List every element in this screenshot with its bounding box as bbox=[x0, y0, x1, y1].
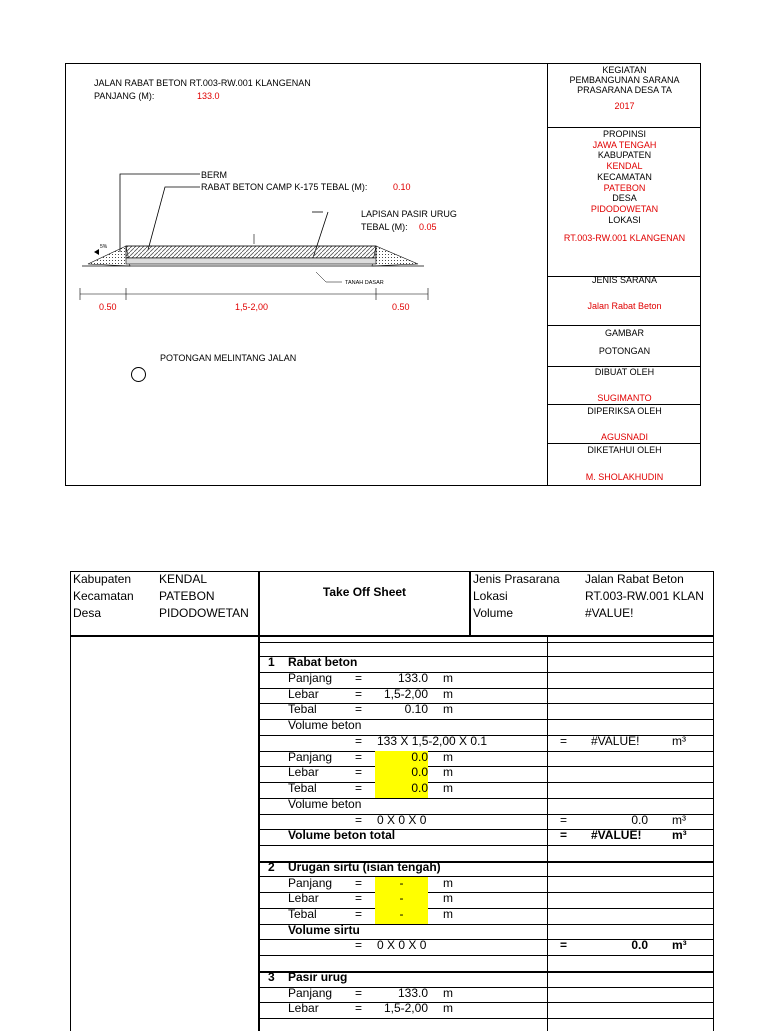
tanah-dasar-label: TANAH DASAR bbox=[345, 280, 384, 286]
desa-value: PIDODOWETAN bbox=[159, 606, 249, 620]
formula-1: 133 X 1,5-2,00 X 0.1 bbox=[377, 734, 488, 748]
unit-m: m bbox=[443, 750, 453, 764]
lebar-input[interactable]: - bbox=[399, 891, 404, 905]
gambar-label: GAMBAR bbox=[604, 328, 644, 338]
berm-label: BERM bbox=[201, 170, 228, 180]
unit-m3: m³ bbox=[672, 938, 687, 952]
lebar-label: Lebar bbox=[288, 765, 319, 779]
lokasi-label: Lokasi bbox=[473, 589, 508, 603]
lokasi-value: RT.003-RW.001 KLANGENAN bbox=[563, 233, 686, 244]
volume-beton-label: Volume beton bbox=[288, 797, 362, 811]
jenis-value: Jalan Rabat Beton bbox=[585, 572, 684, 586]
panjang-label: Panjang bbox=[288, 876, 333, 890]
lebar-label: Lebar bbox=[288, 687, 319, 701]
unit-m: m bbox=[443, 891, 453, 905]
jenis-value: Jalan Rabat Beton bbox=[587, 301, 662, 311]
lokasi-label: LOKASI bbox=[608, 214, 641, 225]
diperiksa-value: AGUSNADI bbox=[600, 432, 648, 442]
kecamatan-label: Kecamatan bbox=[73, 589, 134, 603]
lebar-value: 1,5-2,00 bbox=[383, 687, 428, 701]
lebar-input[interactable]: 0.0 bbox=[411, 765, 428, 779]
eq: = bbox=[355, 986, 363, 1000]
s3-title: Pasir urug bbox=[288, 970, 348, 984]
tebal-value: 0.10 bbox=[404, 702, 428, 716]
tebal-input[interactable]: 0.0 bbox=[411, 781, 428, 795]
unit-m: m bbox=[443, 765, 453, 779]
section-title: POTONGAN MELINTANG JALAN bbox=[160, 353, 297, 363]
eq: = bbox=[355, 907, 363, 921]
s1-title: Rabat beton bbox=[288, 655, 358, 669]
unit-m: m bbox=[443, 876, 453, 890]
unit-m: m bbox=[443, 907, 453, 921]
sheet-title: Take Off Sheet bbox=[322, 585, 407, 599]
kegiatan-label: KEGIATAN bbox=[602, 65, 647, 75]
dibuat-label: DIBUAT OLEH bbox=[594, 367, 655, 377]
diperiksa-label: DIPERIKSA OLEH bbox=[587, 406, 662, 416]
gambar-value: POTONGAN bbox=[598, 346, 651, 356]
tebal-value: 0.05 bbox=[419, 222, 437, 232]
kabupaten-value: KENDAL bbox=[606, 161, 643, 172]
eq: = bbox=[560, 813, 568, 827]
eq: = bbox=[355, 734, 363, 748]
value-error: #VALUE! bbox=[591, 734, 640, 748]
dim-left: 0.50 bbox=[99, 302, 117, 312]
jenis-label: JENIS SARANA bbox=[591, 275, 658, 285]
panjang-label: Panjang bbox=[288, 750, 333, 764]
s3-no: 3 bbox=[268, 970, 275, 984]
eq: = bbox=[355, 1001, 363, 1015]
formula-0: 0 X 0 X 0 bbox=[377, 938, 427, 952]
desa-value: PIDODOWETAN bbox=[590, 203, 659, 214]
volume-sirtu-value: 0.0 bbox=[631, 938, 648, 952]
prasarana-label: PRASARANA DESA TA bbox=[577, 85, 672, 95]
desa-label: Desa bbox=[73, 606, 102, 620]
unit-m3: m³ bbox=[672, 828, 687, 842]
volume-total-label: Volume beton total bbox=[288, 828, 396, 842]
lapisan-label: LAPISAN PASIR URUG bbox=[361, 209, 457, 219]
eq: = bbox=[560, 828, 568, 842]
kecamatan-value: PATEBON bbox=[603, 182, 646, 193]
unit-m: m bbox=[443, 781, 453, 795]
volume-value: #VALUE! bbox=[585, 606, 634, 620]
rabat-label: RABAT BETON CAMP K-175 TEBAL (M): bbox=[201, 182, 368, 192]
desa-label: DESA bbox=[612, 193, 637, 204]
tebal-label: Tebal bbox=[288, 781, 317, 795]
kabupaten-label: KABUPATEN bbox=[597, 150, 652, 161]
dim-mid: 1,5-2,00 bbox=[235, 302, 269, 312]
unit-m: m bbox=[443, 986, 453, 1000]
lebar-label: Lebar bbox=[288, 1001, 319, 1015]
pembangunan-label: PEMBANGUNAN SARANA bbox=[569, 75, 680, 85]
rabat-value: 0.10 bbox=[393, 182, 411, 192]
year-value: 2017 bbox=[614, 101, 635, 111]
eq: = bbox=[355, 702, 363, 716]
lokasi-value: RT.003-RW.001 KLAN bbox=[585, 589, 704, 603]
diketahui-value: M. SHOLAKHUDIN bbox=[585, 472, 664, 482]
diketahui-label: DIKETAHUI OLEH bbox=[587, 445, 662, 455]
jenis-label: Jenis Prasarana bbox=[473, 572, 560, 586]
propinsi-value: JAWA TENGAH bbox=[592, 139, 657, 150]
dim-right: 0.50 bbox=[392, 302, 410, 312]
panjang-label: PANJANG (M): bbox=[94, 91, 155, 101]
take-off-sheet bbox=[70, 571, 714, 1031]
volume-label: Volume bbox=[473, 606, 514, 620]
unit-m: m bbox=[443, 702, 453, 716]
eq: = bbox=[355, 876, 363, 890]
s2-title: Urugan sirtu (isian tengah) bbox=[288, 860, 441, 874]
kabupaten-label: Kabupaten bbox=[73, 572, 132, 586]
cross-section-drawing bbox=[66, 160, 446, 310]
unit-m: m bbox=[443, 687, 453, 701]
slope-text: 5% bbox=[100, 244, 108, 250]
unit-m: m bbox=[443, 1001, 453, 1015]
volume-beton-label: Volume beton bbox=[288, 718, 362, 732]
panjang-input[interactable]: - bbox=[399, 876, 404, 890]
panjang-label: Panjang bbox=[288, 986, 333, 1000]
eq: = bbox=[355, 781, 363, 795]
eq: = bbox=[355, 750, 363, 764]
eq: = bbox=[560, 734, 568, 748]
panjang-value: 133.0 bbox=[397, 671, 428, 685]
road-title: JALAN RABAT BETON RT.003-RW.001 KLANGENAN bbox=[94, 78, 311, 88]
eq: = bbox=[355, 671, 363, 685]
kecamatan-label: KECAMATAN bbox=[597, 171, 652, 182]
tebal-label: TEBAL (M): bbox=[361, 222, 408, 232]
lebar-value: 1,5-2,00 bbox=[383, 1001, 428, 1015]
eq: = bbox=[355, 765, 363, 779]
panjang-value: 133.0 bbox=[397, 986, 428, 1000]
s2-no: 2 bbox=[268, 860, 275, 874]
panjang-value: 133.0 bbox=[197, 91, 220, 101]
eq: = bbox=[355, 891, 363, 905]
eq: = bbox=[355, 687, 363, 701]
tebal-label: Tebal bbox=[288, 702, 317, 716]
tebal-input[interactable]: - bbox=[399, 907, 404, 921]
eq: = bbox=[560, 938, 568, 952]
tebal-label: Tebal bbox=[288, 907, 317, 921]
s1-no: 1 bbox=[268, 655, 275, 669]
title-block bbox=[548, 63, 701, 486]
formula-0: 0 X 0 X 0 bbox=[377, 813, 427, 827]
propinsi-label: PROPINSI bbox=[602, 129, 646, 139]
kecamatan-value: PATEBON bbox=[159, 589, 215, 603]
volume-sirtu-label: Volume sirtu bbox=[288, 923, 360, 937]
section-circle-icon bbox=[131, 367, 146, 382]
lebar-label: Lebar bbox=[288, 891, 319, 905]
volume-zero: 0.0 bbox=[631, 813, 648, 827]
eq: = bbox=[355, 813, 363, 827]
kabupaten-value: KENDAL bbox=[159, 572, 208, 586]
panjang-input[interactable]: 0.0 bbox=[411, 750, 428, 764]
unit-m3: m³ bbox=[672, 734, 686, 748]
panjang-label: Panjang bbox=[288, 671, 333, 685]
eq: = bbox=[355, 938, 363, 952]
volume-total-value: #VALUE! bbox=[591, 828, 642, 842]
unit-m3: m³ bbox=[672, 813, 686, 827]
dibuat-value: SUGIMANTO bbox=[597, 393, 652, 403]
unit-m: m bbox=[443, 671, 453, 685]
